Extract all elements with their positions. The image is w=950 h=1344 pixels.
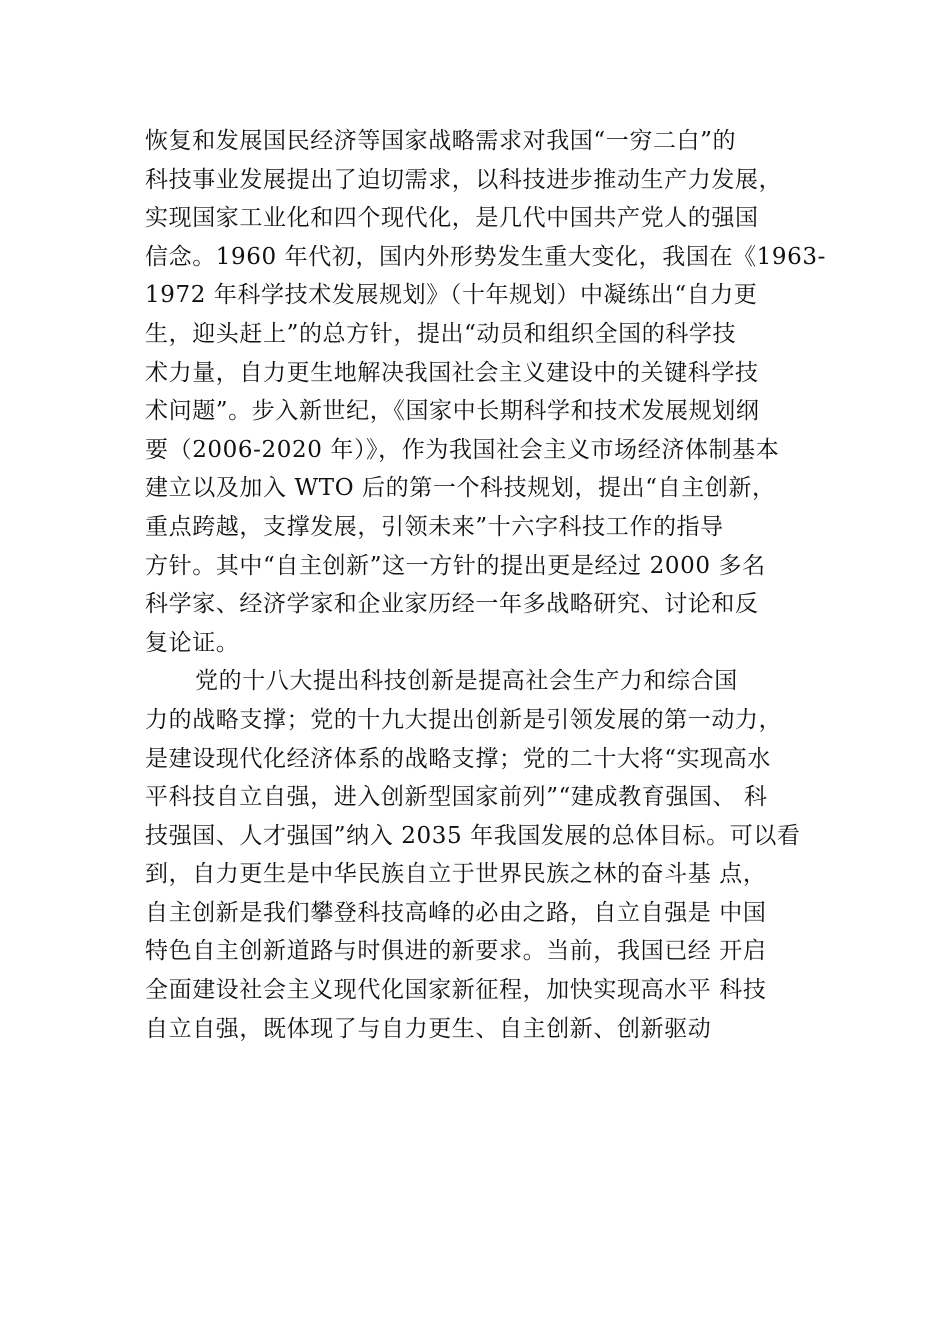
text-line: 科技事业发展提出了迫切需求，以科技进步推动生产力发展， [145, 166, 783, 193]
text-line: 术问题”。步入新世纪，《国家中长期科学和技术发展规划纲 [145, 398, 760, 425]
text-line: 平科技自立自强，进入创新型国家前列”“建成教育强国、 科 [145, 784, 768, 811]
text-line: 术力量，自力更生地解决我国社会主义建设中的关键科学技 [145, 359, 759, 386]
text-line: 到，自力更生是中华民族自立于世界民族之林的奋斗基 点， [145, 861, 767, 888]
paragraph-2 [145, 662, 845, 1048]
text-line: 自主创新是我们攀登科技高峰的必由之路，自立自强是 中国 [145, 899, 767, 926]
body-text [145, 122, 845, 1048]
paragraph-1 [145, 122, 845, 662]
text-line: 信念。1960 年代初，国内外形势发生重大变化，我国在《1963- [145, 243, 826, 270]
text-line: 建立以及加入 WTO 后的第一个科技规划，提出“自主创新， [145, 475, 776, 502]
text-line: 要（2006-2020 年）》，作为我国社会主义市场经济体制基本 [145, 436, 780, 463]
text-line: 复论证。 [145, 629, 240, 656]
text-line-indented: 党的十八大提出科技创新是提高社会生产力和综合国 [195, 668, 738, 695]
text-line: 技强国、人才强国”纳入 2035 年我国发展的总体目标。可以看 [145, 822, 801, 849]
text-line: 恢复和发展国民经济等国家战略需求对我国“一穷二白”的 [145, 128, 737, 154]
text-line: 科学家、经济学家和企业家历经一年多战略研究、讨论和反 [145, 591, 759, 618]
text-line: 全面建设社会主义现代化国家新征程，加快实现高水平 科技 [145, 977, 767, 1004]
text-line: 生，迎头赶上”的总方针，提出“动员和组织全国的科学技 [145, 320, 737, 347]
text-line: 是建设现代化经济体系的战略支撑；党的二十大将“实现高水 [145, 745, 771, 772]
text-line: 实现国家工业化和四个现代化，是几代中国共产党人的强国 [145, 205, 759, 232]
text-line: 重点跨越，支撑发展，引领未来”十六字科技工作的指导 [145, 513, 724, 540]
text-line: 特色自主创新道路与时俱进的新要求。当前，我国已经 开启 [145, 938, 767, 965]
text-line: 1972 年科学技术发展规划》（十年规划）中凝练出“自力更 [145, 282, 758, 309]
text-line: 方针。其中“自主创新”这一方针的提出更是经过 2000 多名 [145, 552, 766, 579]
text-line: 自立自强，既体现了与自力更生、自主创新、创新驱动 [145, 1015, 712, 1042]
text-line: 力的战略支撑；党的十九大提出创新是引领发展的第一动力， [145, 706, 783, 733]
